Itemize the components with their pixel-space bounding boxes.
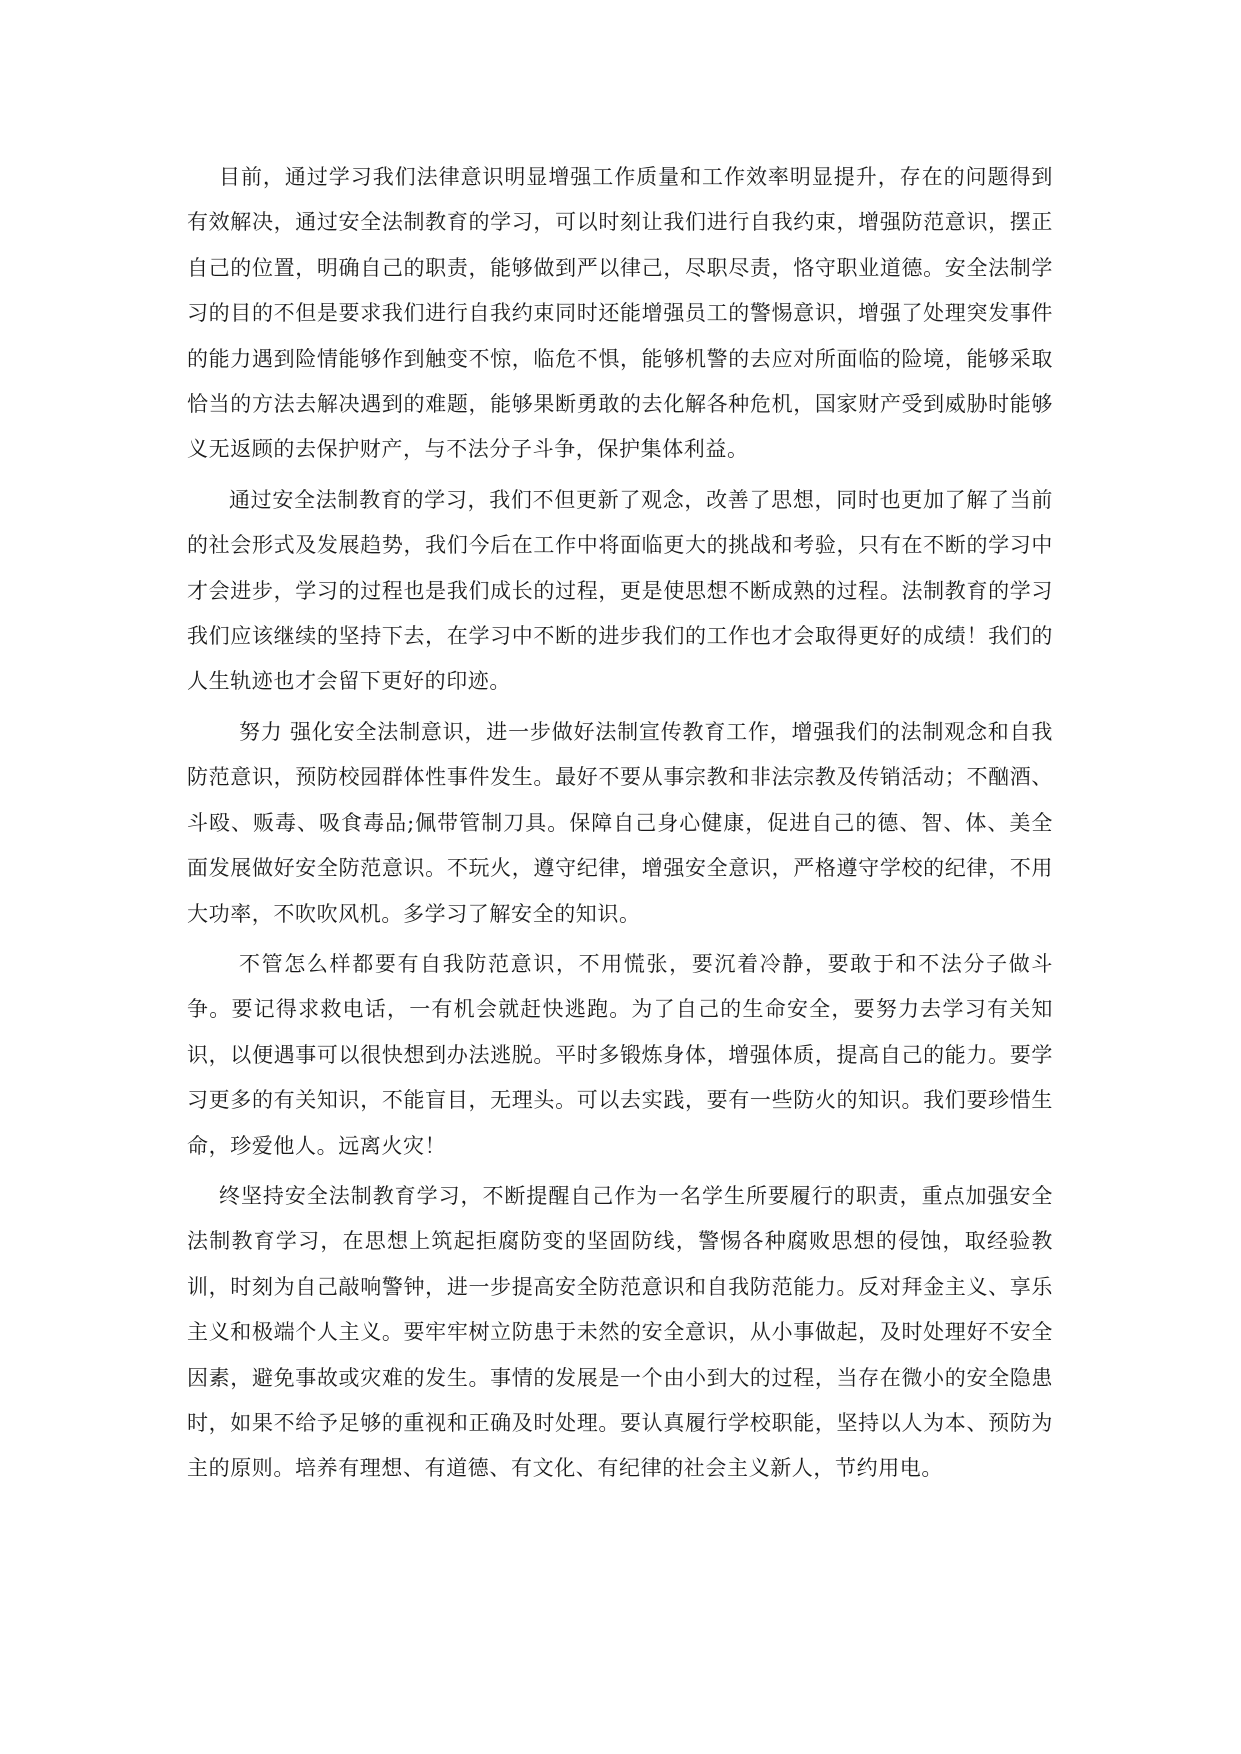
paragraph-2: 通过安全法制教育的学习，我们不但更新了观念，改善了思想，同时也更加了解了当前的社会形式及发展趋势，我们今后在工作中将面临更大的挑战和考验，只有在不断的学习中才会进步，学习的过程也是我们成长的过程，更是使思想不断成熟的过程。法制教育的学习我们应该继续的坚持下去，在学习中不断的进步我们的工作也才会取得更好的成绩！我们的人生轨迹也才会留下更好的印迹。 (187, 487, 1053, 694)
paragraph-3: 努力 强化安全法制意识，进一步做好法制宣传教育工作，增强我们的法制观念和自我防范意识，预防校园群体性事件发生。最好不要从事宗教和非法宗教及传销活动；不酗酒、斗殴、贩毒、吸食毒品;佩带管制刀具。保障自己身心健康，促进自己的德、智、体、美全面发展做好安全防范意识。不玩火，遵守纪律，增强安全意识，严格遵守学校的纪律，不用大功率，不吹吹风机。多学习了解安全的知识。 (187, 719, 1053, 926)
paragraph-5: 终坚持安全法制教育学习，不断提醒自己作为一名学生所要履行的职责，重点加强安全法制教育学习，在思想上筑起拒腐防变的坚固防线，警惕各种腐败思想的侵蚀，取经验教训，时刻为自己敲响警钟，进一步提高安全防范意识和自我防范能力。反对拜金主义、享乐主义和极端个人主义。要牢牢树立防患于未然的安全意识，从小事做起，及时处理好不安全因素，避免事故或灾难的发生。事情的发展是一个由小到大的过程，当存在微小的安全隐患时，如果不给予足够的重视和正确及时处理。要认真履行学校职能，坚持以人为本、预防为主的原则。培养有理想、有道德、有文化、有纪律的社会主义新人，节约用电。 (187, 1183, 1053, 1481)
paragraph-4: 不管怎么样都要有自我防范意识，不用慌张，要沉着冷静，要敢于和不法分子做斗争。要记得求救电话，一有机会就赶快逃跑。为了自己的生命安全，要努力去学习有关知识，以便遇事可以很快想到办法逃脱。平时多锻炼身体，增强体质，提高自己的能力。要学习更多的有关知识，不能盲目，无理头。可以去实践，要有一些防火的知识。我们要珍惜生命，珍爱他人。远离火灾！ (187, 951, 1053, 1158)
document-body (187, 155, 1053, 1497)
paragraph-1: 目前，通过学习我们法律意识明显增强工作质量和工作效率明显提升，存在的问题得到有效解决，通过安全法制教育的学习，可以时刻让我们进行自我约束，增强防范意识，摆正自己的位置，明确自己的职责，能够做到严以律己，尽职尽责，恪守职业道德。安全法制学习的目的不但是要求我们进行自我约束同时还能增强员工的警惕意识，增强了处理突发事件的能力遇到险情能够作到触变不惊，临危不惧，能够机警的去应对所面临的险境，能够采取恰当的方法去解决遇到的难题，能够果断勇敢的去化解各种危机，国家财产受到威胁时能够义无返顾的去保护财产，与不法分子斗争，保护集体利益。 (187, 165, 1053, 462)
